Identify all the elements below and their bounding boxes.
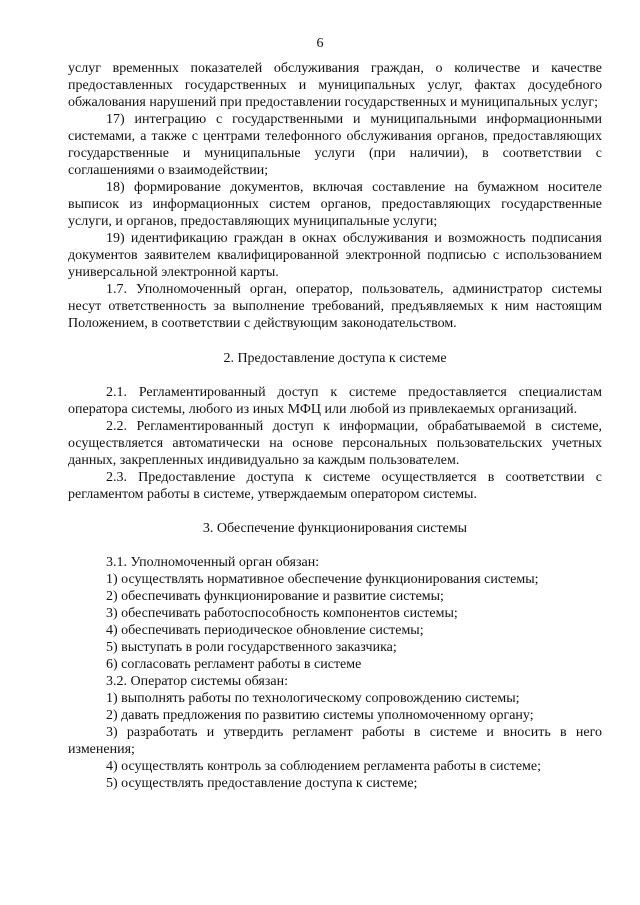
list-item-18: 18) формирование документов, включая составление на бумажном носителе выписок из информационных систем органов, предоставляющих государственные услуги, и органов, предоставляющих муниципальные услуги; [68, 180, 602, 229]
paragraph-3-2: 3.2. Оператор системы обязан: [106, 674, 288, 689]
list-item: 2) обеспечивать функционирование и развитие системы; [106, 589, 444, 604]
paragraph-2-1: 2.1. Регламентированный доступ к системе предоставляется специалистам оператора системы, любого из иных МФЦ или любой из привлекаемых организаций. [68, 385, 602, 417]
list-item: 6) согласовать регламент работы в системе [106, 657, 362, 672]
list-item: 2) давать предложения по развитию системы уполномоченному органу; [106, 708, 534, 723]
continuation-paragraph: услуг временных показателей обслуживания граждан, о количестве и качестве предоставленных государственных и муниципальных услуг, фактах досудебного обжалования нарушений при предоставлении государственных и муниципальных услуг; [68, 61, 602, 110]
paragraph-2-3: 2.3. Предоставление доступа к системе осуществляется в соответствии с регламентом работы в системе, утверждаемым оператором системы. [68, 470, 602, 502]
list-item-17: 17) интеграцию с государственными и муниципальными информационными системами, а также с центрами телефонного обслуживания органов, предоставляющих государственные и муниципальные услуги (при наличии), в соответствии с соглашениями о взаимодействии; [68, 112, 602, 178]
list-item: 1) выполнять работы по технологическому сопровождению системы; [106, 691, 520, 706]
paragraph-2-2: 2.2. Регламентированный доступ к информации, обрабатываемой в системе, осуществляется автоматически на основе персональных пользовательских учетных данных, закрепленных индивидуально за каждым пользователем. [68, 419, 602, 468]
list-item: 1) осуществлять нормативное обеспечение функционирования системы; [106, 572, 539, 587]
list-item: 3) обеспечивать работоспособность компонентов системы; [106, 606, 458, 621]
page-number: 6 [316, 36, 324, 51]
section-heading-2: 2. Предоставление доступа к системе [223, 351, 447, 366]
section-heading-3: 3. Обеспечение функционирования системы [202, 521, 468, 536]
list-item: 4) обеспечивать периодическое обновление системы; [106, 623, 424, 638]
list-item-19: 19) идентификацию граждан в окнах обслуживания и возможность подписания документов заявителем квалифицированной электронной подписью с использованием универсальной электронной карты. [68, 231, 602, 280]
list-item: 5) выступать в роли государственного заказчика; [106, 640, 397, 655]
list-item: 5) осуществлять предоставление доступа к системе; [106, 776, 418, 791]
document-body [68, 60, 602, 792]
paragraph-1-7: 1.7. Уполномоченный орган, оператор, пользователь, администратор системы несут ответственность за выполнение требований, предъявляемых к ним настоящим Положением, в соответствии с действующим законодательством. [68, 282, 602, 331]
paragraph-3-1: 3.1. Уполномоченный орган обязан: [106, 555, 320, 570]
list-item: 4) осуществлять контроль за соблюдением регламента работы в системе; [106, 759, 542, 774]
list-item: 3) разработать и утвердить регламент работы в системе и вносить в него изменения; [68, 725, 602, 757]
